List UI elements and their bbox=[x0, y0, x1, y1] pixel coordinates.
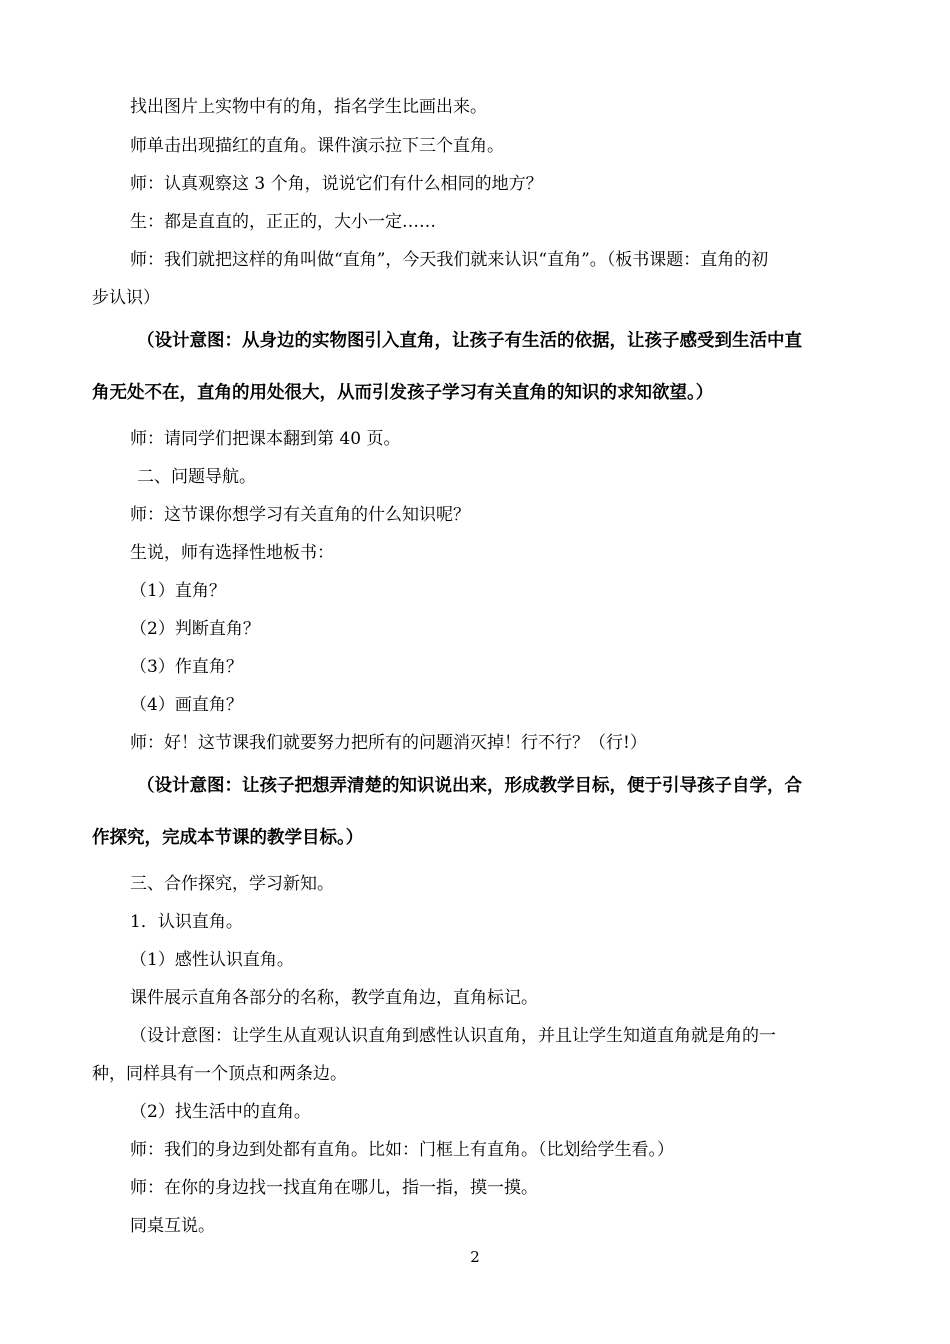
design-intent-note: 种，同样具有一个顶点和两条边。 bbox=[92, 1064, 347, 1084]
section-heading: 二、问题导航。 bbox=[137, 467, 256, 487]
page-number: 2 bbox=[470, 1248, 480, 1266]
text-line: 师：请同学们把课本翻到第 40 页。 bbox=[130, 429, 401, 449]
section-heading: 三、合作探究，学习新知。 bbox=[130, 874, 334, 894]
text-line: 生：都是直直的，正正的，大小一定…… bbox=[130, 212, 436, 232]
subsection-heading: 1．认识直角。 bbox=[130, 912, 243, 932]
text-line: 师：好！这节课我们就要努力把所有的问题消灭掉！行不行？（行!） bbox=[130, 733, 647, 753]
text-line: 师单击出现描红的直角。课件演示拉下三个直角。 bbox=[130, 136, 504, 156]
subsection-heading: （1）感性认识直角。 bbox=[130, 950, 294, 970]
text-line: 课件展示直角各部分的名称，教学直角边，直角标记。 bbox=[130, 988, 538, 1008]
design-intent-note: （设计意图：让孩子把想弄清楚的知识说出来，形成教学目标，便于引导孩子自学，合 bbox=[137, 776, 802, 796]
text-line: 师：认真观察这 3 个角，说说它们有什么相同的地方？ bbox=[130, 174, 543, 194]
text-line: 同桌互说。 bbox=[130, 1216, 215, 1236]
text-line: 找出图片上实物中有的角，指名学生比画出来。 bbox=[130, 97, 487, 117]
text-line: 生说，师有选择性地板书： bbox=[130, 543, 334, 563]
list-item: （2）判断直角？ bbox=[130, 619, 260, 639]
text-line: 师：这节课你想学习有关直角的什么知识呢？ bbox=[130, 505, 470, 525]
list-item: （3）作直角？ bbox=[130, 657, 243, 677]
design-intent-note: 角无处不在，直角的用处很大，从而引发孩子学习有关直角的知识的求知欲望。） bbox=[92, 383, 714, 403]
design-intent-note: 作探究，完成本节课的教学目标。） bbox=[92, 828, 364, 848]
list-item: （1）直角？ bbox=[130, 581, 226, 601]
text-line: 师：在你的身边找一找直角在哪儿，指一指，摸一摸。 bbox=[130, 1178, 538, 1198]
design-intent-note: （设计意图：让学生从直观认识直角到感性认识直角，并且让学生知道直角就是角的一 bbox=[130, 1026, 776, 1046]
text-line: 师：我们就把这样的角叫做“直角”，今天我们就来认识“直角”。（板书课题：直角的初 bbox=[130, 250, 769, 270]
text-line: 师：我们的身边到处都有直角。比如：门框上有直角。（比划给学生看。） bbox=[130, 1140, 674, 1160]
text-line: 步认识） bbox=[92, 288, 160, 308]
design-intent-note: （设计意图：从身边的实物图引入直角，让孩子有生活的依据，让孩子感受到生活中直 bbox=[137, 331, 802, 351]
list-item: （4）画直角？ bbox=[130, 695, 243, 715]
subsection-heading: （2）找生活中的直角。 bbox=[130, 1102, 311, 1122]
